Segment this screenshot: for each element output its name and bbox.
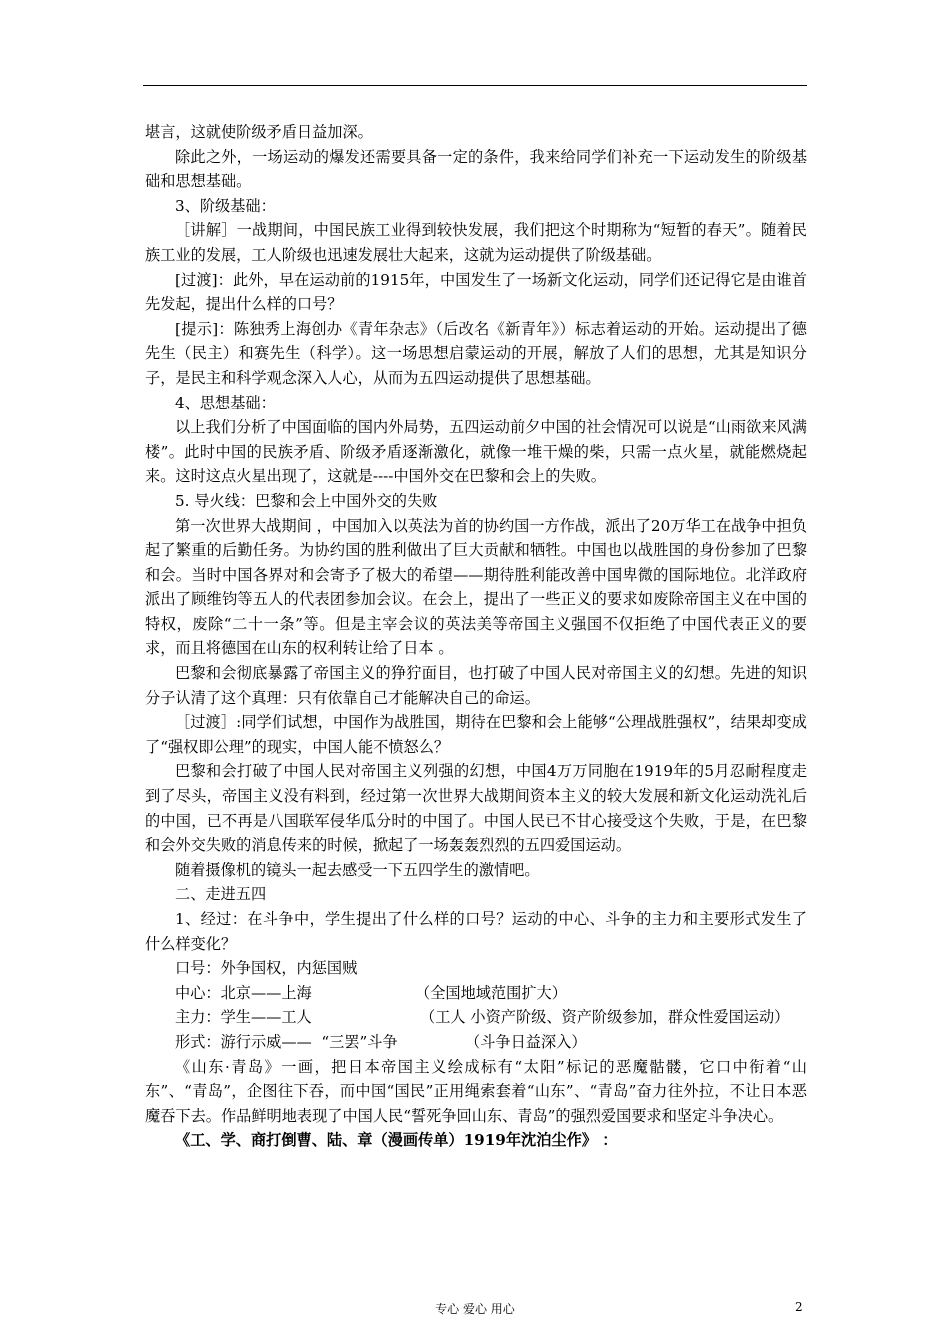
summary-label: 中心：北京——上海 <box>175 983 312 1002</box>
paragraph: 《山东·青岛》一画，把日本帝国主义绘成标有“太阳”标记的恶魔骷髅，它口中衔着“山东”、“青岛”，企图往下吞，而中国“国民”正用绳索套着“山东”、“青岛”奋力往外拉，不让日本恶魔吞下去。作品鲜明地表现了中国人民“誓死争回山东、青岛”的强烈爱国要求和坚定斗争决心。 <box>145 1057 807 1125</box>
summary-rows <box>145 981 807 1055</box>
paragraph: 以上我们分析了中国面临的国内外局势，五四运动前夕中国的社会情况可以说是“山雨欲来风满楼”。此时中国的民族矛盾、阶级矛盾逐渐激化，就像一堆干燥的柴，只需一点火星，就能燃烧起来。这时这点火星出现了，这就是----中国外交在巴黎和会上的失败。 <box>145 418 807 486</box>
paragraph: ［讲解］一战期间，中国民族工业得到较快发展，我们把这个时期称为“短暂的春天”。随着民族工业的发展，工人阶级也迅速发展壮大起来，这就为运动提供了阶级基础。 <box>145 221 807 264</box>
summary-label: 形式：游行示威—— “三罢”斗争 <box>175 1032 398 1051</box>
paragraph: 巴黎和会打破了中国人民对帝国主义列强的幻想，中国4万万同胞在1919年的5月忍耐程度走到了尽头，帝国主义没有料到，经过第一次世界大战期间资本主义的较大发展和新文化运动洗礼后的中国，已不再是八国联军侵华瓜分时的中国了。中国人民已不甘心接受这个失败，于是，在巴黎和会外交失败的消息传来的时候，掀起了一场轰轰烈烈的五四爱国运动。 <box>145 762 807 855</box>
paragraph: 随着摄像机的镜头一起去感受一下五四学生的激情吧。 <box>175 860 540 879</box>
paragraph: 二、走进五四 <box>175 885 267 904</box>
summary-row <box>145 1030 807 1055</box>
paragraph-group <box>145 120 807 956</box>
summary-note: （全国地域范围扩大） <box>415 983 567 1002</box>
footer-motto: 专心 爱心 用心 <box>435 1302 515 1316</box>
paragraph-group-after <box>145 1055 807 1129</box>
paragraph: 5. 导火线：巴黎和会上中国外交的失败 <box>175 491 438 510</box>
paragraph: 3、阶级基础： <box>175 196 276 215</box>
summary-row <box>145 981 807 1006</box>
paragraph: [提示]：陈独秀上海创办《青年杂志》（后改名《新青年》）标志着运动的开始。运动提出了德先生（民主）和赛先生（科学）。这一场思想启蒙运动的开展，解放了人们的思想，尤其是知识分子，是民主和科学观念深入人心，从而为五四运动提供了思想基础。 <box>145 319 807 387</box>
document-body <box>145 120 807 1153</box>
summary-row <box>145 1005 807 1030</box>
summary-label: 主力：学生——工人 <box>175 1008 312 1027</box>
paragraph: 第一次世界大战期间 ，中国加入以英法为首的协约国一方作战，派出了20万华工在战争中担负起了繁重的后勤任务。为协约国的胜利做出了巨大贡献和牺牲。中国也以战胜国的身份参加了巴黎和会。当时中国各界对和会寄予了极大的希望——期待胜利能改善中国卑微的国际地位。北洋政府派出了顾维钧等五人的代表团参加会议。在会上，提出了一些正义的要求如废除帝国主义在中国的特权，废除“二十一条”等。但是主宰会议的英法美等帝国主义强国不仅拒绝了中国代表正义的要求，而且将德国在山东的权利转让给了日本 。 <box>145 516 807 658</box>
paragraph: [过渡]：此外，早在运动前的1915年，中国发生了一场新文化运动，同学们还记得它是由谁首先发起，提出什么样的口号？ <box>145 270 807 314</box>
paragraph: ［过渡］:同学们试想，中国作为战胜国，期待在巴黎和会上能够“公理战胜强权”，结果却变成了“强权即公理”的现实，中国人能不愤怒么？ <box>145 713 807 756</box>
paragraph: 4、思想基础： <box>175 393 276 412</box>
paragraph: 1、经过：在斗争中，学生提出了什么样的口号？运动的中心、斗争的主力和主要形式发生了什么样变化？ <box>145 910 807 953</box>
cartoon-title: 《工、学、商打倒曹、陆、章（漫画传单）1919年沈泊尘作》 ： <box>175 1131 618 1150</box>
page-number: 2 <box>795 1300 803 1314</box>
summary-note: （工人 小资产阶级、资产阶级参加，群众性爱国运动） <box>420 1008 790 1027</box>
slogan-line: 口号：外争国权，内惩国贼 <box>175 959 358 978</box>
paragraph: 巴黎和会彻底暴露了帝国主义的狰狞面目，也打破了中国人民对帝国主义的幻想。先进的知识分子认清了这个真理：只有依靠自己才能解决自己的命运。 <box>145 664 807 707</box>
paragraph: 除此之外，一场运动的爆发还需要具备一定的条件，我来给同学们补充一下运动发生的阶级基础和思想基础。 <box>145 147 807 191</box>
header-rule <box>143 85 807 86</box>
summary-note: （斗争日益深入） <box>465 1032 587 1051</box>
paragraph: 堪言，这就使阶级矛盾日益加深。 <box>145 123 373 141</box>
